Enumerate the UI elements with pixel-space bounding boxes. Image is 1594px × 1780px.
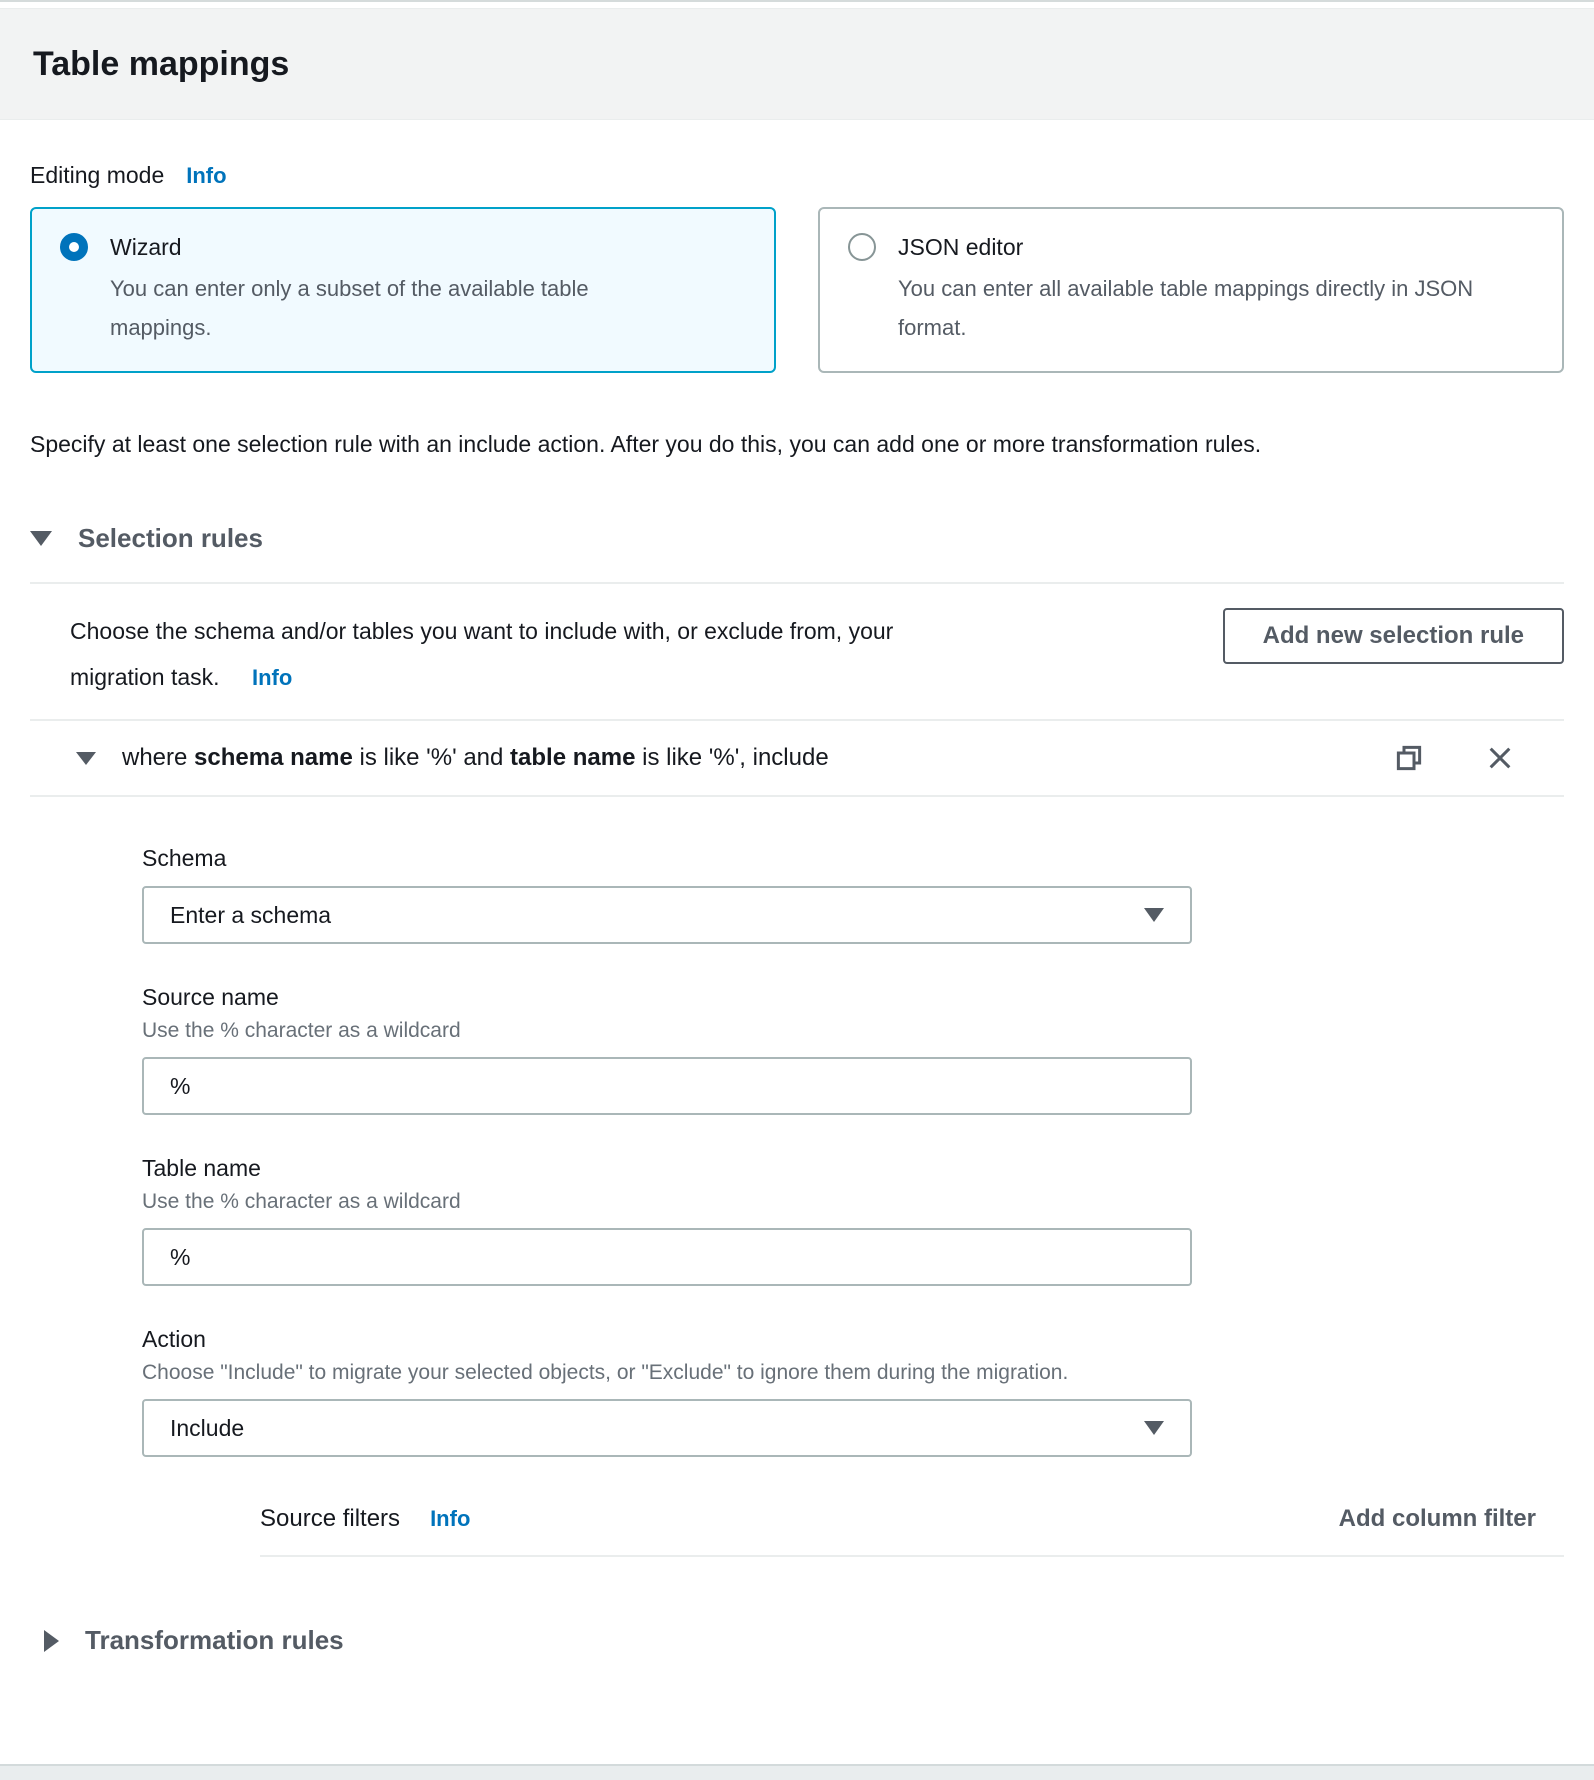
radio-unselected-icon[interactable] [848,233,876,261]
action-select-value: Include [170,1414,245,1441]
add-new-selection-rule-button[interactable]: Add new selection rule [1223,608,1564,664]
table-name-input[interactable] [142,1228,1192,1286]
selection-rules-info-link[interactable]: Info [251,665,293,690]
close-icon [1486,744,1514,772]
source-filters-label: Source filters [260,1505,401,1532]
table-name-label: Table name [142,1155,261,1181]
source-name-label: Source name [142,984,279,1010]
divider [30,582,1564,584]
chevron-down-icon[interactable] [30,531,52,546]
schema-label: Schema [142,845,227,871]
action-select[interactable] [142,1399,1192,1457]
transformation-rules-section-header[interactable] [30,1625,1564,1656]
rule-summary-text: where [122,744,195,771]
divider [260,1555,1564,1557]
dropdown-caret-icon [1144,1421,1164,1435]
selection-rules-description-text: Choose the schema and/or tables you want to include with, or exclude from, your migration task. [70,618,894,690]
rule-summary-text: is like '%' and [352,744,511,771]
bottom-panel-edge [0,1764,1594,1780]
rule-summary-text: is like '%', include [635,744,829,771]
wizard-option-description: You can enter only a subset of the available table mappings. [110,276,589,340]
json-editor-option-description: You can enter all available table mappings directly in JSON format. [898,276,1474,340]
json-editor-option-label: JSON editor [898,233,1024,260]
intro-text: Specify at least one selection rule with an include action. After you do this, you can add one or more transformation rules. [30,431,1262,457]
radio-selected-icon[interactable] [60,233,88,261]
page-title: Table mappings [33,44,290,83]
duplicate-rule-button[interactable] [1394,743,1424,773]
editing-mode-info-link[interactable]: Info [186,163,227,188]
panel-header [0,8,1594,120]
selection-rules-section-header[interactable] [30,523,1564,554]
table-name-hint: Use the % character as a wildcard [142,1190,461,1213]
dropdown-caret-icon [1144,908,1164,922]
selection-rule-summary [122,744,829,772]
divider [30,795,1564,797]
source-filters-info-link[interactable]: Info [430,1506,471,1531]
transformation-rules-title: Transformation rules [85,1625,344,1655]
chevron-right-icon[interactable] [44,1630,59,1652]
rule-summary-schema-name: schema name [194,744,353,771]
selection-rules-description [70,608,990,701]
wizard-option-label: Wizard [110,233,182,260]
editing-mode-option-json-editor[interactable] [818,207,1564,373]
editing-mode-label: Editing mode [30,162,165,188]
remove-rule-button[interactable] [1486,744,1514,772]
schema-select[interactable] [142,886,1192,944]
selection-rules-title: Selection rules [78,523,263,553]
copy-icon [1394,743,1424,773]
source-name-input[interactable] [142,1057,1192,1115]
selection-rule-header [30,721,1564,795]
action-label: Action [142,1326,206,1352]
editing-mode-option-wizard[interactable] [30,207,776,373]
schema-select-value: Enter a schema [170,901,332,928]
window-top-edge [0,0,1594,2]
add-column-filter-button[interactable]: Add column filter [1338,1505,1536,1532]
rule-summary-table-name: table name [510,744,636,771]
chevron-down-icon[interactable] [76,752,96,765]
action-hint: Choose "Include" to migrate your selected objects, or "Exclude" to ignore them during the migration. [142,1361,1069,1384]
source-name-hint: Use the % character as a wildcard [142,1019,461,1042]
